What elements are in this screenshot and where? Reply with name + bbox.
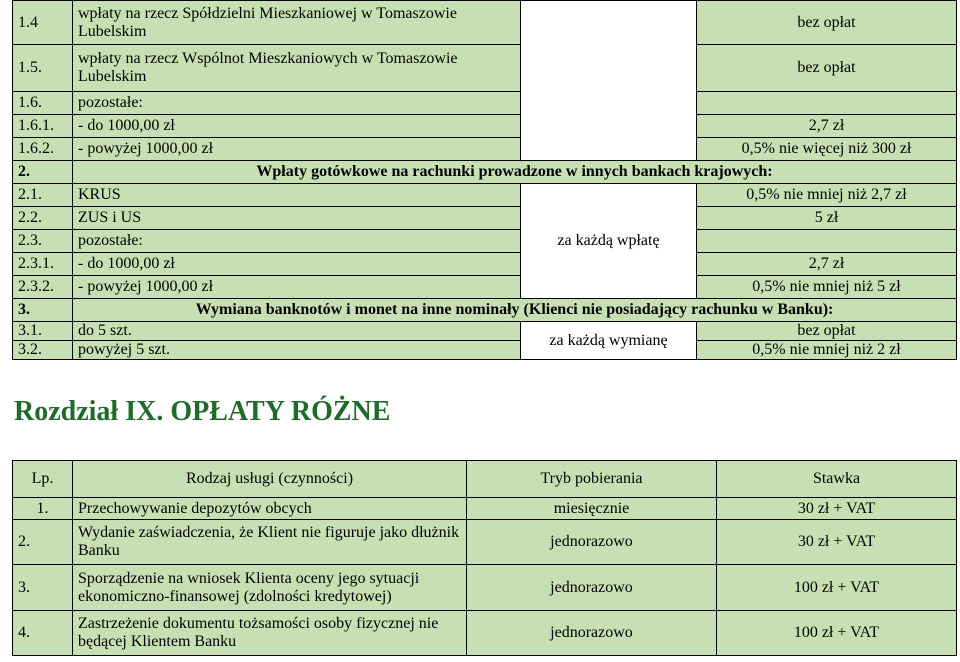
- row-fee: 0,5% nie mniej niż 2 zł: [697, 341, 957, 360]
- section-title: Wpłaty gotówkowe na rachunki prowadzone w innych bankach krajowych:: [73, 161, 957, 184]
- row-description: pozostałe:: [73, 230, 521, 253]
- row-number: 1.6.: [13, 92, 73, 115]
- table-row: [13, 230, 957, 253]
- chapter-heading: Rozdział IX. OPŁATY RÓŻNE: [14, 396, 391, 427]
- row-fee: 0,5% nie więcej niż 300 zł: [697, 138, 957, 161]
- charge-mode: jednorazowo: [467, 565, 717, 611]
- charge-rate: 30 zł + VAT: [717, 520, 957, 565]
- section-header-row: [13, 161, 957, 184]
- table-row: [13, 1, 957, 45]
- table-row: [13, 498, 957, 520]
- exchange-mode: za każdą wymianę: [521, 322, 697, 360]
- table-row: [13, 341, 957, 360]
- column-header-service: Rodzaj usługi (czynności): [73, 461, 467, 498]
- row-description: wpłaty na rzecz Spółdzielni Mieszkaniowej w Tomaszowie Lubelskim: [73, 1, 521, 45]
- row-number: 1.5.: [13, 45, 73, 92]
- row-description: powyżej 5 szt.: [73, 341, 521, 360]
- table-header-row: [13, 461, 957, 498]
- table-row: [13, 92, 957, 115]
- row-number: 2.1.: [13, 184, 73, 207]
- row-fee: 0,5% nie mniej niż 2,7 zł: [697, 184, 957, 207]
- row-fee: [697, 92, 957, 115]
- charge-mode: jednorazowo: [467, 611, 717, 656]
- row-number: 1.6.2.: [13, 138, 73, 161]
- fee-table-cash-payments: [12, 0, 957, 360]
- row-number: 2.3.: [13, 230, 73, 253]
- table-row: [13, 184, 957, 207]
- row-number: 1.6.1.: [13, 115, 73, 138]
- fee-table-other-charges: [12, 460, 957, 656]
- row-description: KRUS: [73, 184, 521, 207]
- row-number: 3.: [13, 299, 73, 322]
- row-fee: bez opłat: [697, 322, 957, 341]
- row-number: 2.: [13, 161, 73, 184]
- row-number: 3.: [13, 565, 73, 611]
- table-row: [13, 115, 957, 138]
- column-header-mode: Tryb pobierania: [467, 461, 717, 498]
- row-fee: 2,7 zł: [697, 253, 957, 276]
- row-number: 2.3.2.: [13, 276, 73, 299]
- table-row: [13, 611, 957, 656]
- row-number: 1.: [13, 498, 73, 520]
- table-row: [13, 207, 957, 230]
- section-title: Wymiana banknotów i monet na inne nominały (Klienci nie posiadający rachunku w Banku):: [73, 299, 957, 322]
- row-fee: bez opłat: [697, 45, 957, 92]
- column-header-rate: Stawka: [717, 461, 957, 498]
- row-number: 3.2.: [13, 341, 73, 360]
- charge-rate: 100 zł + VAT: [717, 565, 957, 611]
- row-number: 2.3.1.: [13, 253, 73, 276]
- service-name: Wydanie zaświadczenia, że Klient nie figuruje jako dłużnik Banku: [73, 520, 467, 565]
- column-header-lp: Lp.: [13, 461, 73, 498]
- row-description: pozostałe:: [73, 92, 521, 115]
- row-fee: bez opłat: [697, 1, 957, 45]
- row-number: 2.: [13, 520, 73, 565]
- table-row: [13, 45, 957, 92]
- row-fee: 5 zł: [697, 207, 957, 230]
- row-number: 3.1.: [13, 322, 73, 341]
- table-row: [13, 253, 957, 276]
- table-row: [13, 138, 957, 161]
- table-row: [13, 276, 957, 299]
- row-description: do 5 szt.: [73, 322, 521, 341]
- row-description: - powyżej 1000,00 zł: [73, 276, 521, 299]
- charge-rate: 100 zł + VAT: [717, 611, 957, 656]
- row-description: wpłaty na rzecz Wspólnot Mieszkaniowych w Tomaszowie Lubelskim: [73, 45, 521, 92]
- row-fee: 0,5% nie mniej niż 5 zł: [697, 276, 957, 299]
- row-description: - do 1000,00 zł: [73, 115, 521, 138]
- row-description: - powyżej 1000,00 zł: [73, 138, 521, 161]
- charge-rate: 30 zł + VAT: [717, 498, 957, 520]
- service-name: Sporządzenie na wniosek Klienta oceny jego sytuacji ekonomiczno-finansowej (zdolności kredytowej): [73, 565, 467, 611]
- row-description: ZUS i US: [73, 207, 521, 230]
- mode-cell-empty: [521, 1, 697, 161]
- table-row: [13, 520, 957, 565]
- row-fee: [697, 230, 957, 253]
- table-row: [13, 322, 957, 341]
- payment-mode: za każdą wpłatę: [521, 184, 697, 299]
- section-header-row: [13, 299, 957, 322]
- row-number: 2.2.: [13, 207, 73, 230]
- row-fee: 2,7 zł: [697, 115, 957, 138]
- table-row: [13, 565, 957, 611]
- row-number: 4.: [13, 611, 73, 656]
- row-number: 1.4: [13, 1, 73, 45]
- charge-mode: miesięcznie: [467, 498, 717, 520]
- charge-mode: jednorazowo: [467, 520, 717, 565]
- service-name: Zastrzeżenie dokumentu tożsamości osoby fizycznej nie będącej Klientem Banku: [73, 611, 467, 656]
- row-description: - do 1000,00 zł: [73, 253, 521, 276]
- service-name: Przechowywanie depozytów obcych: [73, 498, 467, 520]
